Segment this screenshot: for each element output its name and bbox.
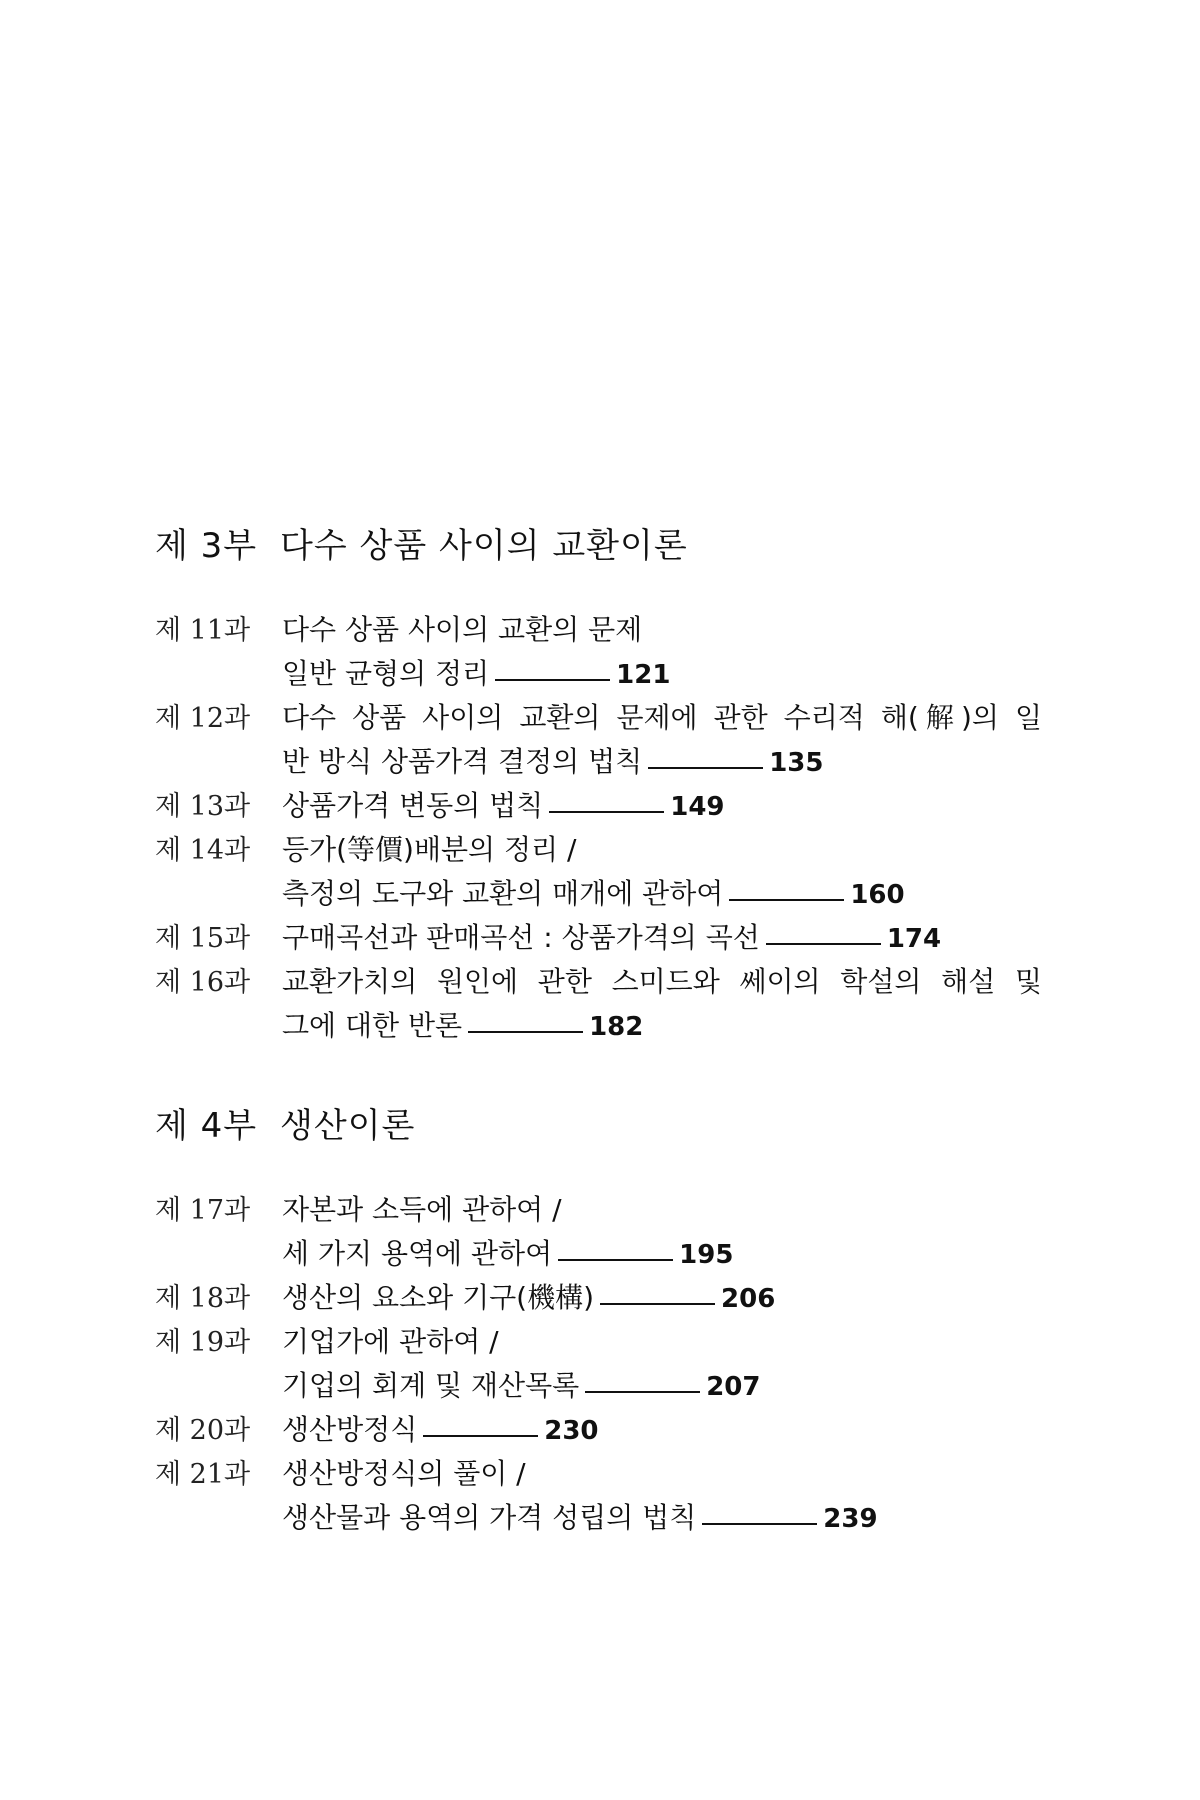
chapter-label: 제 18과 [155,1283,251,1314]
leader-dash [549,811,664,813]
page-number: 239 [823,1504,878,1534]
toc-entry-ch18 [155,1276,1055,1320]
part-heading [155,1098,415,1147]
toc-entry-ch17 [155,1188,1055,1276]
chapter-title-line: 상품가격 변동의 법칙 [282,789,544,822]
chapter-title-line: 다수 상품 사이의 교환의 문제 [282,613,643,646]
chapter-label: 제 20과 [155,1415,251,1446]
toc-entry-ch15 [155,916,1055,960]
chapter-title-line: 생산방정식의 풀이 / [282,1457,526,1490]
part-label: 제 4부 [155,1106,258,1146]
chapter-title-line: 기업가에 관하여 / [282,1325,499,1358]
chapter-label: 제 16과 [155,967,251,998]
leader-dash [558,1259,673,1261]
chapter-title-line: 측정의 도구와 교환의 매개에 관하여 [282,877,724,910]
leader-dash [600,1303,715,1305]
chapter-title-line: 자본과 소득에 관하여 / [282,1193,562,1226]
leader-dash [495,679,610,681]
leader-dash [468,1031,583,1033]
part-label: 제 3부 [155,526,258,566]
chapter-title-line: 그에 대한 반론 [282,1009,463,1042]
chapter-title-line: 다수 상품 사이의 교환의 문제에 관한 수리적 해(解)의 일 [282,701,1042,734]
chapter-title-line: 교환가치의 원인에 관한 스미드와 쎄이의 학설의 해설 및 [282,965,1042,998]
leader-dash [648,767,763,769]
toc-entry-ch11 [155,608,1055,696]
page-number: 207 [706,1372,761,1402]
chapter-title-line: 구매곡선과 판매곡선 : 상품가격의 곡선 [282,921,760,954]
chapter-title-line: 일반 균형의 정리 [282,657,490,690]
chapter-title-line: 생산물과 용역의 가격 성립의 법칙 [282,1501,697,1534]
page-number: 206 [721,1284,776,1314]
page-number: 135 [769,748,824,778]
page-number: 195 [679,1240,734,1270]
leader-dash [702,1523,817,1525]
part-title: 다수 상품 사이의 교환이론 [280,526,688,566]
page-number: 121 [616,660,671,690]
leader-dash [729,899,844,901]
part-heading [155,518,688,567]
toc-entry-ch21 [155,1452,1055,1540]
chapter-title-line: 반 방식 상품가격 결정의 법칙 [282,745,643,778]
chapter-label: 제 12과 [155,703,251,734]
chapter-label: 제 13과 [155,791,251,822]
page-number: 149 [670,792,725,822]
chapter-label: 제 15과 [155,923,251,954]
toc-entry-ch12 [155,696,1055,784]
leader-dash [585,1391,700,1393]
toc-entry-ch14 [155,828,1055,916]
toc-entry-ch16 [155,960,1055,1048]
chapter-title-line: 생산방정식 [282,1413,418,1446]
toc-entry-ch19 [155,1320,1055,1408]
leader-dash [766,943,881,945]
chapter-title-line: 세 가지 용역에 관하여 [282,1237,553,1270]
toc-entry-ch20 [155,1408,1055,1452]
page-number: 182 [589,1012,644,1042]
chapter-label: 제 17과 [155,1195,251,1226]
page-number: 160 [850,880,905,910]
page-number: 230 [544,1416,599,1446]
chapter-label: 제 19과 [155,1327,251,1358]
chapter-title-line: 생산의 요소와 기구(機構) [282,1281,595,1314]
leader-dash [423,1435,538,1437]
chapter-label: 제 11과 [155,615,251,646]
chapter-label: 제 14과 [155,835,251,866]
chapter-label: 제 21과 [155,1459,251,1490]
chapter-title-line: 기업의 회계 및 재산목록 [282,1369,580,1402]
chapter-title-line: 등가(等價)배분의 정리 / [282,833,577,866]
part-title: 생산이론 [280,1106,416,1146]
page-number: 174 [886,924,942,954]
toc-entry-ch13 [155,784,1055,828]
